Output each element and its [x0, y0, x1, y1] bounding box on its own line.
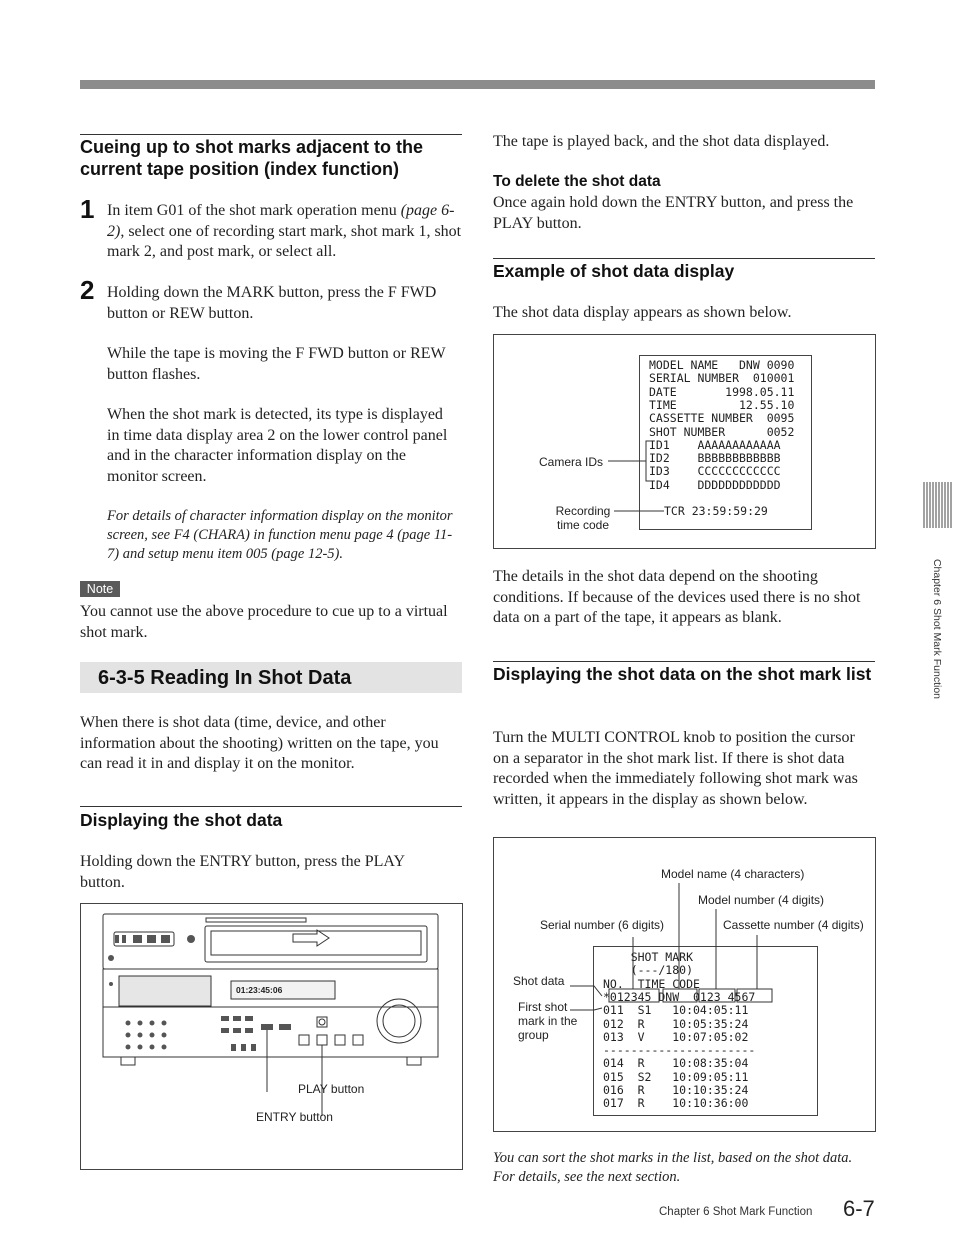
screen-line: NO. TIME CODE [603, 976, 700, 991]
chapter-side-label [922, 545, 943, 715]
shot-mark-list-figure [493, 837, 876, 1132]
screen-line: ID1 AAAAAAAAAAAA [649, 437, 781, 452]
header-bar [80, 80, 875, 89]
details-text: The details in the shot data depend on the shooting conditions. If because of the devices used there is no shot data on a part of the tape, it appears as blank. [493, 568, 861, 626]
vtr-figure [80, 903, 463, 1170]
screen-line: SHOT NUMBER 0052 [649, 424, 795, 439]
chapter-tab-stripes [922, 480, 954, 530]
display-instructions: Holding down the ENTRY button, press the PLAY button. [80, 853, 405, 891]
play-button-label: PLAY button [298, 1082, 365, 1096]
shot-row: 016 R 10:10:35:24 [603, 1083, 749, 1097]
first-shot-mark-label: First shot mark in the group [518, 1000, 578, 1042]
shot-row: 012 R 10:05:35:24 [603, 1016, 749, 1031]
step-2-text-3: When the shot mark is detected, its type is displayed in time data display area 2 on the lower control panel and in the character information display on the monitor screen. [107, 406, 448, 485]
step-1-text-b: , select one of recording start mark, shot mark 1, shot mark 2, and post mark, or select all. [107, 222, 462, 260]
example-intro: The shot data display appears as shown below. [493, 304, 792, 321]
entry-button-label: ENTRY button [256, 1110, 333, 1124]
footer-chapter: Chapter 6 Shot Mark Function [659, 1206, 813, 1218]
step-number-1: 1 [80, 194, 95, 224]
heading-index-function: Cueing up to shot marks adjacent to the current tape position (index function) [80, 137, 424, 179]
model-name-label: Model name (4 characters) [661, 867, 805, 881]
step-2-text-2: While the tape is moving the F FWD button or REW button flashes. [107, 345, 446, 383]
shot-row: 013 V 10:07:05:02 [603, 1029, 749, 1044]
note-text: You cannot use the above procedure to cue up to a virtual shot mark. [80, 603, 448, 641]
step-1-page-ref: (page 6-2) [107, 202, 455, 240]
step-2-text-1: Holding down the MARK button, press the F FWD button or REW button. [107, 284, 437, 322]
shot-data-row: *012345 DNW 0123 4567 [603, 989, 756, 1004]
screen-line: SHOT MARK [603, 950, 694, 964]
heading-displaying-shot-data: Displaying the shot data [80, 810, 283, 830]
vtr-illustration [81, 904, 462, 1169]
screen-line: CASSETTE NUMBER 0095 [649, 411, 795, 426]
step-number-2: 2 [80, 275, 95, 305]
list-instructions: Turn the MULTI CONTROL knob to position the cursor on a separator in the shot mark list. If there is shot data recorded when the immediately following shot mark was written, it appears in the display as shown below. [493, 729, 858, 808]
shot-row: 011 S1 10:04:05:11 [603, 1003, 749, 1018]
example-display-figure [493, 334, 876, 549]
screen-line: ID2 BBBBBBBBBBBB [649, 451, 781, 466]
page-number: 6-7 [843, 1196, 875, 1221]
screen-line: SERIAL NUMBER 010001 [649, 371, 795, 386]
heading-rule [80, 134, 462, 135]
heading-example-display: Example of shot data display [493, 261, 735, 281]
cassette-number-label: Cassette number (4 digits) [723, 918, 864, 932]
delete-text: Once again hold down the ENTRY button, and press the PLAY button. [493, 194, 854, 232]
screen-line: TCR 23:59:59:29 [664, 504, 768, 518]
heading-rule [493, 258, 875, 259]
separator-row: ---------------------- [603, 1043, 756, 1058]
step-1-text-a: In item G01 of the shot mark operation menu [107, 202, 401, 219]
screen-line: ID3 CCCCCCCCCCCC [649, 464, 781, 479]
chapter-side-text: Chapter 6 Shot Mark Function [931, 558, 943, 700]
camera-ids-label: Camera IDs [539, 455, 604, 469]
heading-rule [80, 806, 462, 807]
playback-text: The tape is played back, and the shot data displayed. [493, 133, 830, 150]
screen-line: (---/180) [603, 963, 694, 978]
heading-rule [493, 661, 875, 662]
section-title: 6-3-5 Reading In Shot Data [98, 667, 352, 689]
note-badge: Note [80, 581, 120, 597]
screen-line: TIME 12.55.10 [649, 397, 795, 412]
recording-time-code-label: Recording time code [555, 504, 611, 532]
section-intro: When there is shot data (time, device, and other information about the shooting) written on the tape, you can read it in and display it on the monitor. [80, 714, 439, 772]
step-1-text [107, 201, 462, 263]
sort-note: You can sort the shot marks in the list, based on the shot data. For details, see the next section. [493, 1150, 853, 1185]
vtr-timecode-display: 01:23:45:06 [236, 985, 283, 995]
screen-line: DATE 1998.05.11 [649, 384, 795, 399]
screen-line: MODEL NAME DNW 0090 [649, 358, 795, 372]
shot-row: 017 R 10:10:36:00 [603, 1096, 749, 1111]
heading-shot-mark-list: Displaying the shot data on the shot mark list [493, 664, 872, 684]
serial-number-label: Serial number (6 digits) [540, 918, 665, 932]
heading-delete-shot-data: To delete the shot data [493, 173, 661, 190]
shot-data-label: Shot data [513, 974, 565, 988]
step-2-reference: For details of character information display on the monitor screen, see F4 (CHARA) in function menu page 4 (page 11-7) and setup menu item 005 (page 12-5). [107, 508, 453, 562]
shot-row: 015 S2 10:09:05:11 [603, 1069, 749, 1084]
model-number-label: Model number (4 digits) [698, 893, 825, 907]
shot-row: 014 R 10:08:35:04 [603, 1056, 749, 1071]
screen-line: ID4 DDDDDDDDDDDD [649, 477, 781, 492]
